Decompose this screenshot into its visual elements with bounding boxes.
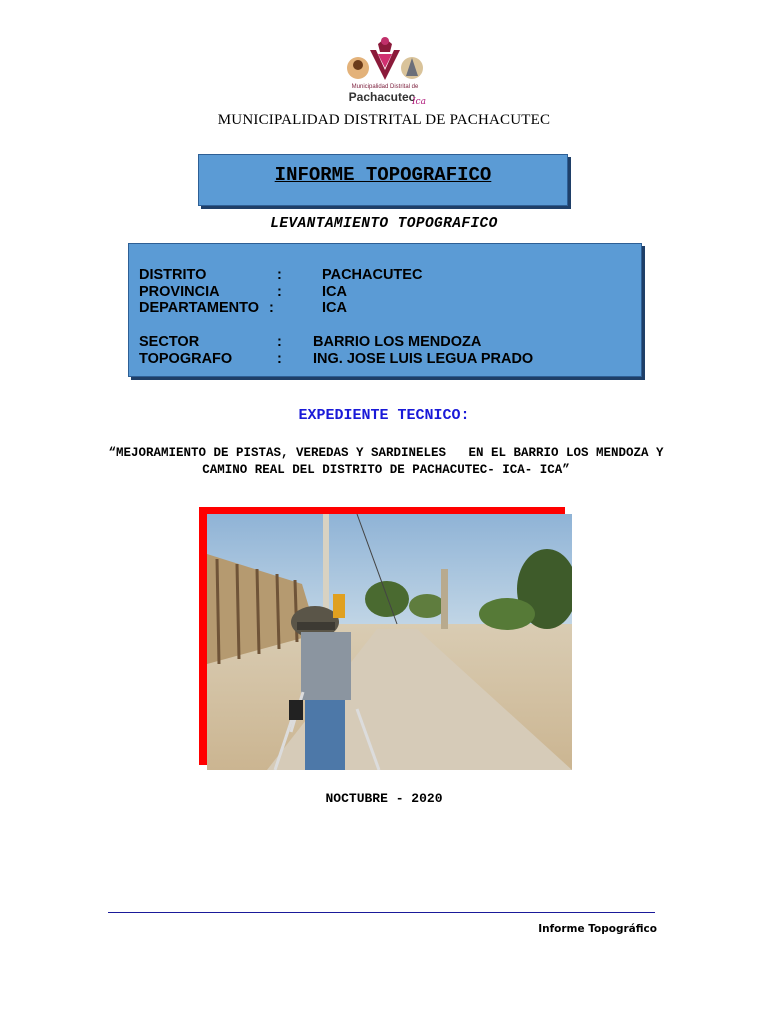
info-value: ICA: [322, 284, 347, 300]
footer-text: Informe Topográfico: [538, 923, 657, 935]
info-value: BARRIO LOS MENDOZA: [313, 334, 482, 350]
info-colon: :: [277, 351, 282, 367]
document-title: INFORME TOPOGRAFICO: [274, 164, 492, 186]
info-label: PROVINCIA: [139, 284, 220, 300]
expediente-heading: EXPEDIENTE TECNICO:: [298, 407, 470, 424]
logo-emblem-icon: [340, 32, 430, 88]
logo-name: Pachacutec: [348, 90, 416, 104]
info-label: DISTRITO: [139, 267, 207, 283]
info-colon: :: [269, 300, 274, 316]
document-date: NOCTUBRE - 2020: [325, 791, 443, 806]
title-box: [198, 154, 568, 206]
info-colon: :: [277, 267, 282, 283]
footer-divider: [108, 912, 655, 913]
logo-caption: Municipalidad Distrital de: [351, 84, 419, 90]
project-title: “MEJORAMIENTO DE PISTAS, VEREDAS Y SARDINELES EN EL BARRIO LOS MENDOZA Y CAMINO REAL DEL DISTRITO DE PACHACUTEC- ICA- ICA”: [108, 446, 672, 477]
info-label: DEPARTAMENTO: [139, 300, 260, 316]
municipality-logo: [340, 32, 430, 110]
municipality-name: MUNICIPALIDAD DISTRITAL DE PACHACUTEC: [217, 112, 551, 128]
info-label: TOPOGRAFO: [139, 351, 233, 367]
info-value: ICA: [322, 300, 347, 316]
info-value: PACHACUTEC: [322, 267, 423, 283]
info-label: SECTOR: [139, 334, 200, 350]
info-value: ING. JOSE LUIS LEGUA PRADO: [313, 351, 534, 367]
document-subtitle: LEVANTAMIENTO TOPOGRAFICO: [270, 216, 498, 232]
info-colon: :: [277, 284, 282, 300]
logo-ica: Ica: [412, 97, 426, 107]
info-box: [128, 243, 642, 377]
surveyor-photo: [207, 514, 572, 770]
surveyor-photo-illustration: [207, 514, 572, 770]
info-colon: :: [277, 334, 282, 350]
